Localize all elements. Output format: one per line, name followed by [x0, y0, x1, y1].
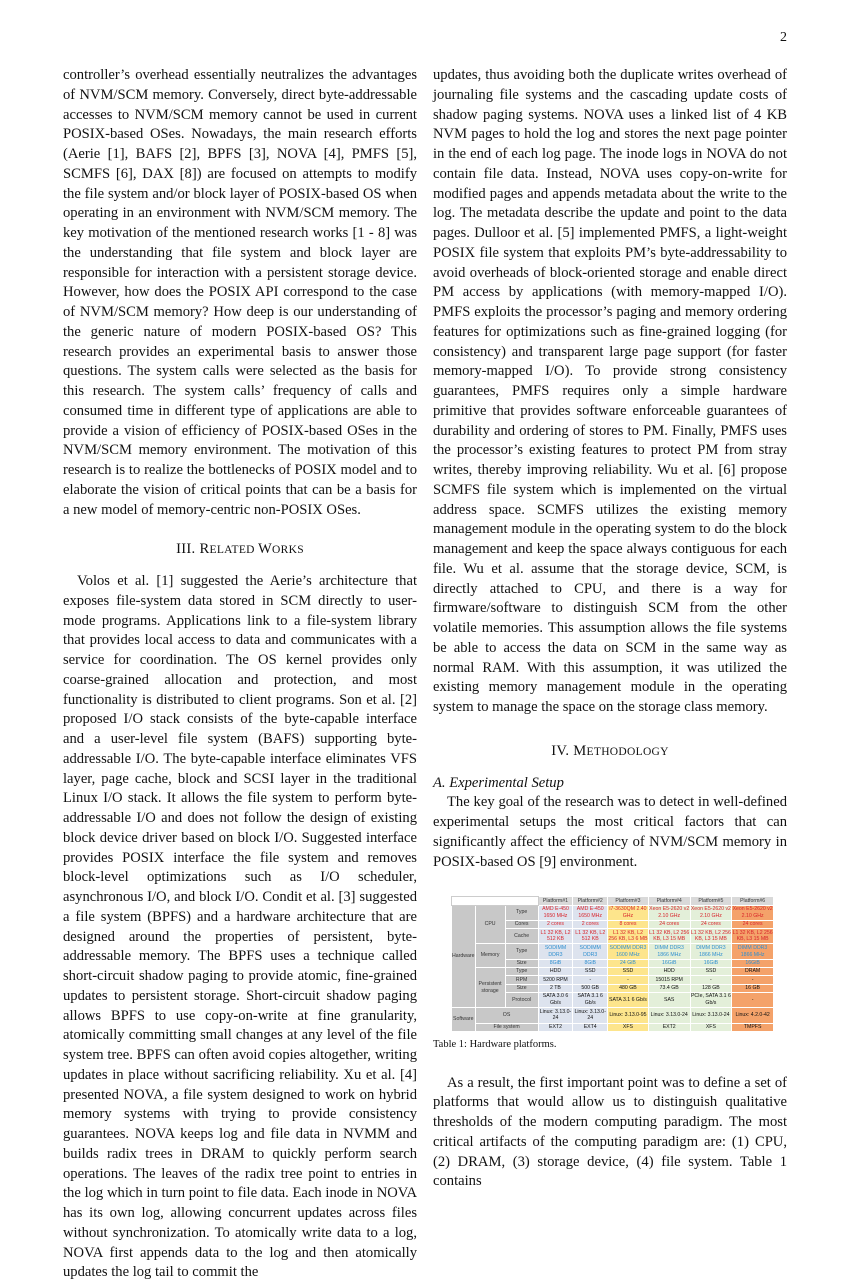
table-cell: XFS: [690, 1023, 732, 1031]
column-header: Platform#2: [573, 897, 608, 905]
table-cell: DRAM: [732, 967, 774, 975]
section-heading-methodology: [433, 742, 787, 763]
table-cell: i7-3630QM 2.40 GHz: [609, 905, 647, 919]
group-label-software: Software: [452, 1008, 476, 1032]
table-cell: 73.4 GB: [648, 984, 690, 992]
table-cell: L1 32 KB, L2 256 KB, L3 15 MB: [649, 929, 690, 943]
table-cell: 24 GiB: [608, 959, 649, 967]
table-corner-cell: [452, 897, 539, 905]
table-cell: HDD: [538, 967, 573, 975]
table-cell: HDD: [648, 967, 690, 975]
body-paragraph: updates, thus avoiding both the duplicate writes overhead of journaling file systems and the cascading update costs of shadow paging systems. NOVA uses a linked list of 4 KB NVM pages to hold the log and stores the next page pointer in the end of each log page. The inode logs in NOVA do not contain file data. Instead, NOVA uses copy-on-write for modified pages and appends metadata about the write to the log. The metadata describe the update and point to the data pages. Dulloor et al. [5] implemented PMFS, a light-weight POSIX file system that exploits PM’s byte-addressability to avoid overheads of block-oriented storage and enable direct PM access by applications (with memory-mapped I/O). PMFS exploits the processor’s paging and memory ordering features for optimizations such as fine-grained logging (for consistency) and transparent large page support (for faster memory-mapped I/O). To provide strong consistency guarantees, PMFS requires only a simple hardware primitive that provides software enforceable guarantees of durability and ordering of stores to PM. Finally, PMFS uses the processor’s existing features to protect PM from stray writes, thereby improving reliability. Wu et al. [6] propose SCMFS file system which is implemented on the virtual address space. SCMFS utilizes the existing memory management module in the operating system to do the block management and keep the space always contiguous for each file. Wu et al. assume that the storage device, SCM, is directly attached to CPU, and there is a way for firmware/software to distinguish SCM from the other volatile memories. This assumption allows the file systems be able to access the data on SCM in the same way as normal RAM. With this assumption, it was utilized the existing memory management module in the operating system to manage the space on the storage class memory.: [433, 67, 787, 715]
table-row: [452, 1023, 774, 1031]
table-header-row: [452, 897, 774, 905]
table-cell: EXT2: [648, 1023, 690, 1031]
table-cell: 24 cores: [648, 920, 690, 928]
row-label: Protocol: [505, 993, 538, 1008]
group-label-storage: Persistent storage: [475, 967, 505, 1007]
row-label: Type: [505, 967, 538, 975]
section-title-part: W: [257, 541, 273, 558]
group-label-hardware: Hardware: [452, 905, 476, 1008]
table-cell: L1 32 KB, L2 256 KB, L3 6 MB: [608, 929, 648, 943]
section-title-part: ETHODOLOGY: [586, 745, 669, 758]
table-row: [452, 967, 774, 975]
table-cell: Linux: 3.13.0-24: [539, 1008, 572, 1022]
table-cell: PCIe, SATA 3.1 6 Gb/s: [690, 993, 731, 1007]
row-label: File system: [475, 1023, 538, 1031]
row-label: OS: [475, 1008, 538, 1023]
table-cell: EXT2: [538, 1023, 573, 1031]
table-cell: Linux: 3.13.0-95: [608, 1008, 649, 1023]
row-label: Cache: [505, 929, 538, 944]
table-cell: DIMM DDR3 1866 MHz: [732, 944, 774, 959]
table-cell: 24 cores: [690, 920, 732, 928]
table-cell: SAS: [648, 993, 690, 1008]
table-cell: DIMM DDR3 1866 MHz: [690, 944, 732, 959]
table-cell: 2 cores: [538, 920, 573, 928]
subsection-heading: A. Experimental Setup: [433, 774, 564, 791]
body-paragraph: controller’s overhead essentially neutralizes the advantages of NVM/SCM memory. Conversely, direct byte-addressable accesses to NVM/SCM memory cannot be used in current POSIX-based OSes. Nowadays, the main research efforts (Aerie [1], BAFS [2], BPFS [3], NOVA [4], PMFS [5], SCMFS [6], DAX [8]) are focused on attempts to modify the file system and/or block layer of POSIX-based OS when operating in an environment with NVM/SCM memory. The key motivation of the mentioned research works [1 - 8] was the understanding that file system and block layer are responsible for interaction with a persistent storage device. However, how does the POSIX API correspond to the case of NVM/SCM memory? How deep is our understanding of the generic nature of modern POSIX-based OS? This research provides an experimental basis to answer those questions. The system calls were selected as the basis for this research. The system calls’ frequency of calls and consumed time in different type of applications are able to provide a vision of efficiency of POSIX-based OSes in the NVM/SCM memory environment. The motivation of this research is to realize the bottlenecks of POSIX model and to elaborate the vision of critical points that can be a basis for a new model of memory-centric non-POSIX OSes.: [63, 67, 417, 518]
table-cell: SATA 3.1 6 Gb/s: [608, 993, 649, 1008]
row-label: Type: [505, 905, 538, 920]
table-cell: -: [573, 976, 608, 984]
table-cell: 5200 RPM: [538, 976, 573, 984]
table-cell: Linux: 3.13.0-24: [690, 1008, 732, 1023]
section-heading-related-works: [63, 540, 417, 561]
column-header: Platform#6: [732, 897, 774, 905]
table-cell: 24 cores: [732, 920, 774, 928]
table-cell: EXT4: [573, 1023, 608, 1031]
row-label: Size: [505, 959, 538, 967]
group-label-cpu: CPU: [475, 905, 505, 944]
column-header: Platform#1: [538, 897, 573, 905]
hardware-table-figure: [451, 896, 774, 1032]
table-cell: SODIMM DDR3: [538, 944, 573, 959]
right-column: [433, 66, 787, 1192]
table-cell: 16GiB: [732, 959, 774, 967]
section-number: III.: [176, 541, 196, 558]
table-cell: 16 GB: [732, 984, 774, 992]
table-cell: L1 32 KB, L2 512 KB: [538, 929, 573, 944]
table-cell: 2 cores: [573, 920, 608, 928]
table-cell: SODIMM DDR3: [573, 944, 608, 959]
table-cell: Xeon E5-2620 v2 2.10 GHz: [649, 905, 690, 919]
body-paragraph: The key goal of the research was to detect in well-defined experimental setups the most critical factors that can significantly affect the efficiency of NVM/SCM memory in POSIX-based OS [9] environment.: [433, 794, 787, 870]
table-cell: 15015 RPM: [648, 976, 690, 984]
table-cell: SODIMM DDR3 1600 MHz: [609, 944, 647, 958]
table-cell: SATA 3.1 6 Gb/s: [573, 993, 608, 1008]
body-paragraph: Volos et al. [1] suggested the Aerie’s architecture that exposes file-system data stored in SCM directly to user-mode programs. Applications link to a file-system library that provides local access to data and communicates with a service for coordination. The OS kernel provides only coarse-grained allocation and protection, and most functionality is distributed to client programs. Son et al. [2] proposed I/O stack consists of the byte-capable interface and a user-level file system (BAFS) supporting byte-addressable I/O. The byte-capable interface eliminates VFS layer, page cache, block and SCSI layer in the traditional Linux I/O stack. It allows the file system to perform byte-addressable I/O and does not follow the design of existing block device driver based on block I/O. Suggested interface provides POSIX interface the file system and removes block-level optimizations such as I/O scheduler, asynchronous I/O, and block I/O. Condit et al. [3] suggested a file system (BPFS) and a hardware architecture that are designed around the properties of persistent, byte-addressable memory. The BPFS uses a technique called short-circuit shadow paging to provide atomic, fine-grained updates to persistent storage. Short-circuit shadow paging allows BPFS to use copy-on-write at fine granularity, atomically committing small changes at any level of the file system tree. BPFS can often avoid copies altogether, writing updates in place without sacrificing reliability. Xu et al. [4] presented NOVA, a file system designed to work on hybrid memory systems with trying to provide consistency guarantees. NOVA keeps log and file data in NVMM and builds radix trees in DRAM to quickly perform search operations. The leaves of the radix tree point to entries in the log which in turn point to file data. Each inode in NOVA has its own log, allowing concurrent updates across files without synchronization. To atomically write data to a log, NOVA first appends data to the log and then atomically updates the log tail to commit the: [63, 573, 417, 1281]
table-cell: AMD E-450 1650 MHz: [573, 905, 608, 920]
table-row: [452, 944, 774, 959]
table-cell: L1 32 KB, L2 512 KB: [573, 929, 608, 944]
page-number: 2: [780, 30, 787, 45]
table-cell: 480 GB: [608, 984, 649, 992]
body-paragraph: As a result, the first important point was to define a set of platforms that would allow us to distinguish qualitative thresholds of the modern computing paradigm. The most critical artifacts of the computing paradigm are: (1) CPU, (2) DRAM, (3) storage device, (4) file system. Table 1 contains: [433, 1074, 787, 1190]
table-cell: DIMM DDR3 1866 MHz: [648, 944, 690, 959]
table-cell: Linux: 3.13.0-24: [648, 1008, 690, 1023]
table-cell: L1 32 KB, L2 256 KB, L3 15 MB: [732, 929, 773, 943]
table-cell: Linux: 3.13.0-24: [574, 1008, 606, 1022]
row-label: Cores: [505, 920, 538, 928]
table-cell: 2 TB: [538, 984, 573, 992]
group-label-memory: Memory: [475, 944, 505, 968]
section-title-part: ORKS: [272, 544, 304, 557]
row-label: Size: [505, 984, 538, 992]
column-header: Platform#4: [648, 897, 690, 905]
table-cell: L1 32 KB, L2 256 KB, L3 15 MB: [690, 929, 731, 943]
table-cell: Xeon E5-2620 v2 2.10 GHz: [690, 905, 731, 919]
table-cell: -: [608, 976, 649, 984]
table-cell: SSD: [690, 967, 732, 975]
row-label: Type: [505, 944, 538, 959]
table-cell: Linux: 4.2.0-42: [732, 1008, 774, 1023]
table-cell: SSD: [573, 967, 608, 975]
table-cell: -: [732, 993, 774, 1008]
table-cell: 16GiB: [648, 959, 690, 967]
table-caption: Table 1: Hardware platforms.: [433, 1038, 557, 1050]
table-cell: 500 GB: [573, 984, 608, 992]
table-cell: -: [732, 976, 774, 984]
table-cell: SSD: [608, 967, 649, 975]
table-cell: AMD E-450 1650 MHz: [538, 905, 573, 920]
table-cell: Xeon E5-2620 v2 2.10 GHz: [732, 905, 773, 919]
table-cell: 8 cores: [608, 920, 649, 928]
section-title-part: ELATED: [209, 544, 258, 557]
table-cell: SATA 3.0 6 Gb/s: [538, 993, 573, 1008]
table-cell: 128 GB: [690, 984, 732, 992]
table-cell: 16GiB: [690, 959, 732, 967]
table-row: [452, 1008, 774, 1023]
table-cell: XFS: [608, 1023, 649, 1031]
table-cell: TMPFS: [732, 1023, 774, 1031]
table-cell: 8GiB: [573, 959, 608, 967]
column-header: Platform#3: [608, 897, 649, 905]
section-title-part: R: [199, 541, 210, 558]
section-number: IV.: [551, 742, 570, 759]
column-header: Platform#5: [690, 897, 732, 905]
table-row: [452, 905, 774, 920]
row-label: RPM: [505, 976, 538, 984]
hardware-platforms-table: [451, 896, 774, 1032]
table-cell: -: [690, 976, 732, 984]
left-column: [63, 66, 417, 1283]
table-cell: 8GiB: [538, 959, 573, 967]
section-title-part: M: [573, 742, 587, 759]
